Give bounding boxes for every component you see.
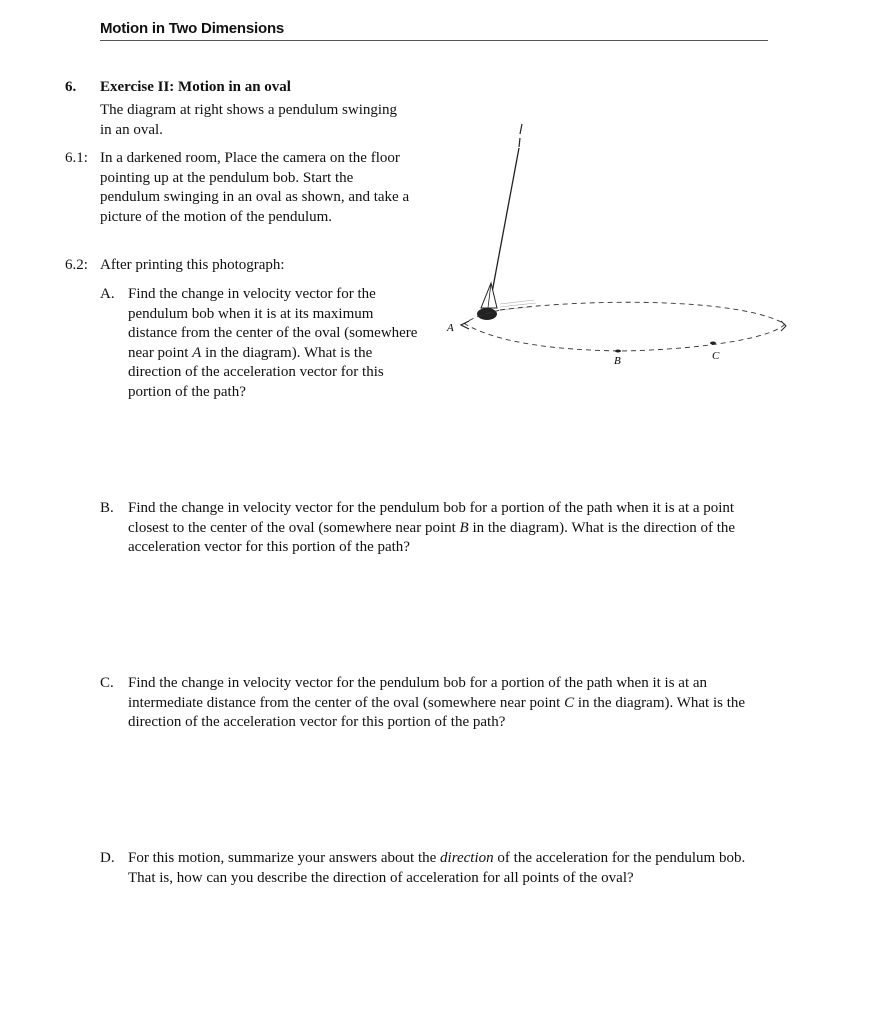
label-c: C — [712, 350, 720, 362]
question-d-letter: D. — [100, 850, 115, 866]
question-c-text: Find the change in velocity vector for the pendulum bob for a portion of the path when it is at an intermediate distance from the center of the oval (somewhere near point C in the diagram). What is the direction of the acceleration vector for this portion of the path? — [128, 675, 746, 730]
label-b: B — [614, 355, 621, 367]
pendulum-oval-diagram — [440, 118, 800, 378]
pendulum-string — [491, 148, 519, 298]
label-a: A — [447, 322, 454, 334]
question-b-letter: B. — [100, 500, 114, 516]
page-header-title: Motion in Two Dimensions — [100, 20, 768, 41]
step-6-2-number: 6.2: — [65, 257, 88, 273]
point-b-marker — [615, 350, 621, 353]
point-c-marker — [710, 342, 716, 345]
step-6-2-text: After printing this photograph: — [100, 257, 285, 273]
point-c-ref: C — [564, 694, 575, 711]
pendulum-support — [520, 124, 522, 134]
step-6-1-text: In a darkened room, Place the camera on the floor pointing up at the pendulum bob. Start the pendulum swinging in an oval as shown, and take a picture of the motion of the pendulum. — [100, 150, 410, 225]
pendulum-bob-cone — [481, 283, 497, 308]
question-a-text: Find the change in velocity vector for the pendulum bob when it is at its maximum distance from the center of the oval (somewhere near point A in the diagram). What is the direction of the acceleration vector for this portion of the path? — [128, 286, 418, 400]
question-c-letter: C. — [100, 675, 114, 691]
exercise-number: 6. — [65, 79, 77, 95]
direction-emphasis: direction — [440, 850, 494, 866]
arrow-at-a — [461, 321, 469, 329]
arrow-at-right — [781, 321, 786, 331]
step-6-1-number: 6.1: — [65, 150, 88, 166]
exercise-title: Exercise II: Motion in an oval — [100, 79, 291, 95]
exercise-intro: The diagram at right shows a pendulum swinging in an oval. — [100, 102, 398, 138]
question-b-text: Find the change in velocity vector for the pendulum bob for a portion of the path when it is at a point closest to the center of the oval (somewhere near point B in the diagram). What is the direction of the acceleration vector for this portion of the path? — [128, 500, 736, 555]
oval-path — [465, 302, 785, 351]
question-a-letter: A. — [100, 286, 115, 302]
point-a-ref: A — [192, 344, 202, 361]
question-d-text: For this motion, summarize your answers about the direction of the acceleration for the pendulum bob. That is, how can you describe the direction of acceleration for all points of the oval? — [128, 850, 746, 886]
point-b-ref: B — [459, 519, 469, 536]
